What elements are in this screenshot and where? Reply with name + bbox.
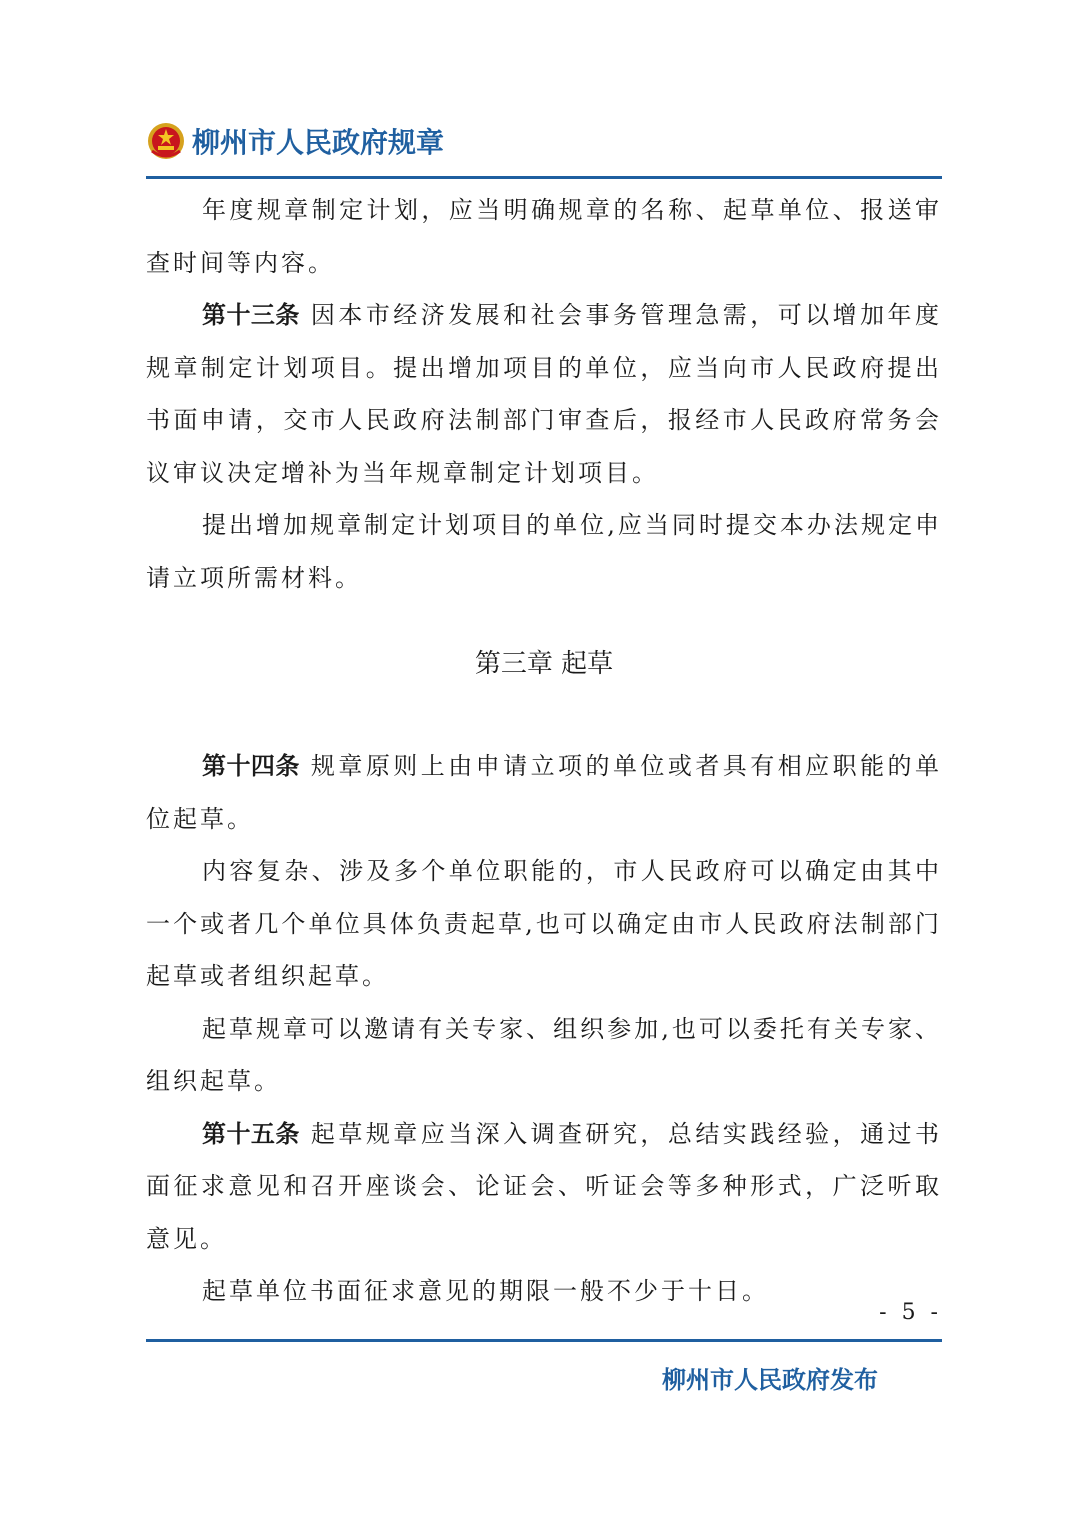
paragraph-text: 规章原则上由申请立项的单位或者具有相应职能的单位起草。 [146, 752, 942, 833]
paragraph [146, 740, 942, 845]
paragraph [146, 845, 942, 1003]
paragraph [146, 289, 942, 499]
paragraph-text: 年度规章制定计划，应当明确规章的名称、起草单位、报送审查时间等内容。 [146, 196, 942, 277]
header-divider [146, 176, 942, 179]
document-body-top [146, 184, 942, 604]
article-number: 第十四条 [202, 752, 300, 780]
document-body-bottom [146, 740, 942, 1318]
chapter-title: 第三章 起草 [474, 649, 614, 679]
paragraph-text: 起草单位书面征求意见的期限一般不少于十日。 [202, 1277, 769, 1305]
paragraph [146, 1265, 942, 1318]
paragraph-text: 提出增加规章制定计划项目的单位,应当同时提交本办法规定申请立项所需材料。 [146, 511, 942, 592]
paragraph-text: 起草规章应当深入调查研究，总结实践经验，通过书面征求意见和召开座谈会、论证会、听证会等多种形式，广泛听取意见。 [146, 1119, 942, 1253]
footer-divider [146, 1339, 942, 1342]
paragraph-text: 起草规章可以邀请有关专家、组织参加,也可以委托有关专家、组织起草。 [146, 1014, 942, 1095]
paragraph-text: 内容复杂、涉及多个单位职能的，市人民政府可以确定由其中一个或者几个单位具体负责起草,也可以确定由市人民政府法制部门起草或者组织起草。 [146, 857, 942, 990]
header-title: 柳州市人民政府规章 [192, 126, 445, 159]
national-emblem-icon [146, 121, 186, 161]
paragraph [146, 499, 942, 604]
article-number: 第十五条 [202, 1119, 300, 1148]
page-number: - 5 - [879, 1300, 942, 1325]
paragraph [146, 184, 942, 289]
paragraph [146, 1108, 942, 1266]
article-number: 第十三条 [202, 301, 300, 329]
paragraph-text: 因本市经济发展和社会事务管理急需，可以增加年度规章制定计划项目。提出增加项目的单位，应当向市人民政府提出书面申请，交市人民政府法制部门审查后，报经市人民政府常务会议审议决定增补为当年规章制定计划项目。 [146, 301, 942, 487]
footer-publisher: 柳州市人民政府发布 [662, 1366, 878, 1394]
page-header [146, 116, 444, 166]
paragraph [146, 1003, 942, 1108]
